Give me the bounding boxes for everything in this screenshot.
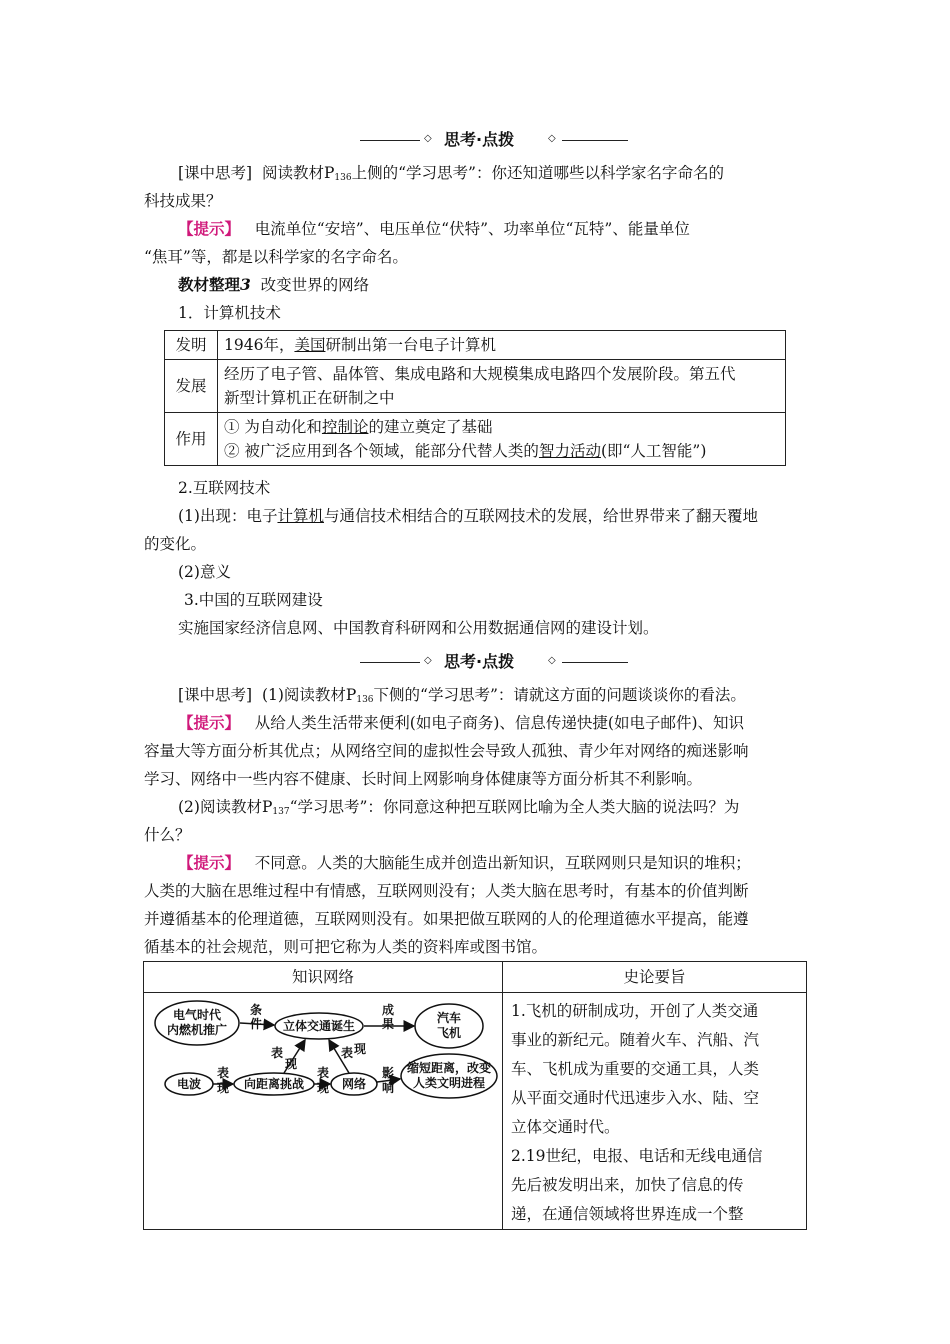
- answer-2: 【提示】 从给人类生活带来便利(如电子商务)、信息传递快捷(如电子邮件)、知识: [178, 713, 744, 732]
- summary-text: 1.飞机的研制成功，开创了人类交通 事业的新纪元。随着火车、汽船、汽 车、飞机成为重要的交通工具，人类 从平面交通时代迅速步入水、陆、空 立体交通时代。 2.19世纪，电报、电话和无线电通信 先后被发明出来，加快了信息的传 递，在通信领域将世界连成一个整: [503, 993, 807, 1230]
- answer-2-cont: 容量大等方面分析其优点；从网络空间的虚拟性会导致人孤独、青少年对网络的痴迷影响: [144, 742, 749, 760]
- hint-tag: 【提示】: [178, 853, 241, 872]
- section-divider: [360, 650, 628, 674]
- summary-table: [143, 961, 807, 1230]
- edge-label-char: 果: [381, 1017, 395, 1031]
- diamond-icon: ◇: [424, 133, 432, 144]
- edge-label-char: 现: [316, 1081, 330, 1095]
- section-3-heading: 教材整理3 改变世界的网络: [178, 275, 370, 294]
- edge-label-char: 成: [381, 1003, 395, 1017]
- section-divider: [360, 128, 628, 152]
- map-node: 内燃机推广: [166, 1023, 228, 1037]
- answer-2-cont: 学习、网络中一些内容不健康、长时间上网影响身体健康等方面分析其不利影响。: [144, 770, 703, 788]
- question-1: [课中思考] 阅读教材$P_{136}$上侧的“学习思考”：你还知道哪些以科学家名字命名的: [178, 164, 724, 183]
- computer-tech-table: [164, 330, 786, 466]
- answer-3-cont: 人类的大脑在思维过程中有情感，互联网则没有；人类大脑在思考时，有基本的价值判断: [144, 882, 749, 900]
- hint-tag: 【提示】: [178, 219, 241, 238]
- edge-label-char: 件: [249, 1017, 263, 1031]
- item-3-title: 3.中国的互联网建设: [184, 591, 323, 609]
- diamond-icon: ◇: [424, 655, 432, 666]
- item-2-title: 2.互联网技术: [178, 479, 271, 497]
- edge-label-char: 表: [216, 1066, 230, 1080]
- question-2: [课中思考] (1)阅读教材$P_{136}$下侧的“学习思考”：请就这方面的问题谈谈你的看法。: [178, 686, 746, 705]
- map-node: 向距离挑战: [243, 1077, 305, 1091]
- question-1-cont: 科技成果？: [144, 192, 222, 210]
- edge-label-char: 条: [249, 1003, 263, 1017]
- question-3: (2)阅读教材$P_{137}“$学习思考”：你同意这种把互联网比喻为全人类大脑的说法吗？为: [178, 798, 740, 817]
- divider-title: 思考·点拨: [444, 130, 515, 149]
- item-1-title: 1．计算机技术: [178, 304, 281, 322]
- item-2-1: (1)出现：电子计算机与通信技术相结合的互联网技术的发展，给世界带来了翻天覆地: [178, 507, 758, 525]
- edge-label-char: 现: [353, 1042, 367, 1056]
- map-node: 立体交通诞生: [282, 1019, 356, 1033]
- hint-tag: 【提示】: [178, 713, 241, 732]
- table-row: 发展 经历了电子管、晶体管、集成电路和大规模集成电路四个发展阶段。第五代 新型计算机正在研制之中: [165, 360, 786, 413]
- answer-3-cont: 循基本的社会规范，则可把它称为人类的资料库或图书馆。: [144, 938, 548, 956]
- knowledge-map-diagram: [144, 993, 500, 1208]
- table-row: 作用 ① 为自动化和控制论的建立奠定了基础 ② 被广泛应用到各个领域，能部分代替人类的智力活动(即“人工智能”): [165, 413, 786, 466]
- map-node: 电气时代: [172, 1008, 222, 1022]
- diamond-icon: ◇: [548, 133, 556, 144]
- edge-label-char: 现: [284, 1057, 298, 1071]
- knowledge-map: [144, 993, 503, 1230]
- edge-label-char: 表: [270, 1046, 284, 1060]
- item-2-2: (2)意义: [178, 563, 231, 581]
- item-2-1-cont: 的变化。: [144, 535, 207, 553]
- edge-label-char: 现: [216, 1081, 230, 1095]
- map-node: 缩短距离，改变: [406, 1061, 492, 1075]
- edge-label-char: 表: [340, 1046, 354, 1060]
- column-header: 知识网络: [144, 962, 503, 993]
- diamond-icon: ◇: [548, 655, 556, 666]
- map-node: 电波: [176, 1077, 202, 1091]
- map-node: 人类文明进程: [412, 1076, 486, 1090]
- edge-label-char: 表: [316, 1066, 330, 1080]
- edge-label-char: 影: [381, 1066, 395, 1080]
- map-node: 汽车: [436, 1011, 462, 1025]
- divider-title: 思考·点拨: [444, 652, 515, 671]
- edge-label-char: 响: [381, 1081, 395, 1095]
- answer-3-cont: 并遵循基本的伦理道德，互联网则没有。如果把做互联网的人的伦理道德水平提高，能遵: [144, 910, 749, 928]
- answer-3: 【提示】 不同意。人类的大脑能生成并创造出新知识，互联网则只是知识的堆积；: [178, 853, 751, 872]
- map-node: 飞机: [436, 1026, 462, 1040]
- table-row: 发明 1946年，美国研制出第一台电子计算机: [165, 331, 786, 360]
- item-3-body: 实施国家经济信息网、中国教育科研网和公用数据通信网的建设计划。: [178, 619, 659, 637]
- question-3-cont: 什么？: [144, 826, 191, 844]
- answer-1: 【提示】 电流单位“安培”、电压单位“伏特”、功率单位“瓦特”、能量单位: [178, 219, 690, 238]
- column-header: 史论要旨: [503, 962, 807, 993]
- map-node: 网络: [341, 1077, 367, 1091]
- answer-1-cont: “焦耳”等，都是以科学家的名字命名。: [144, 248, 408, 266]
